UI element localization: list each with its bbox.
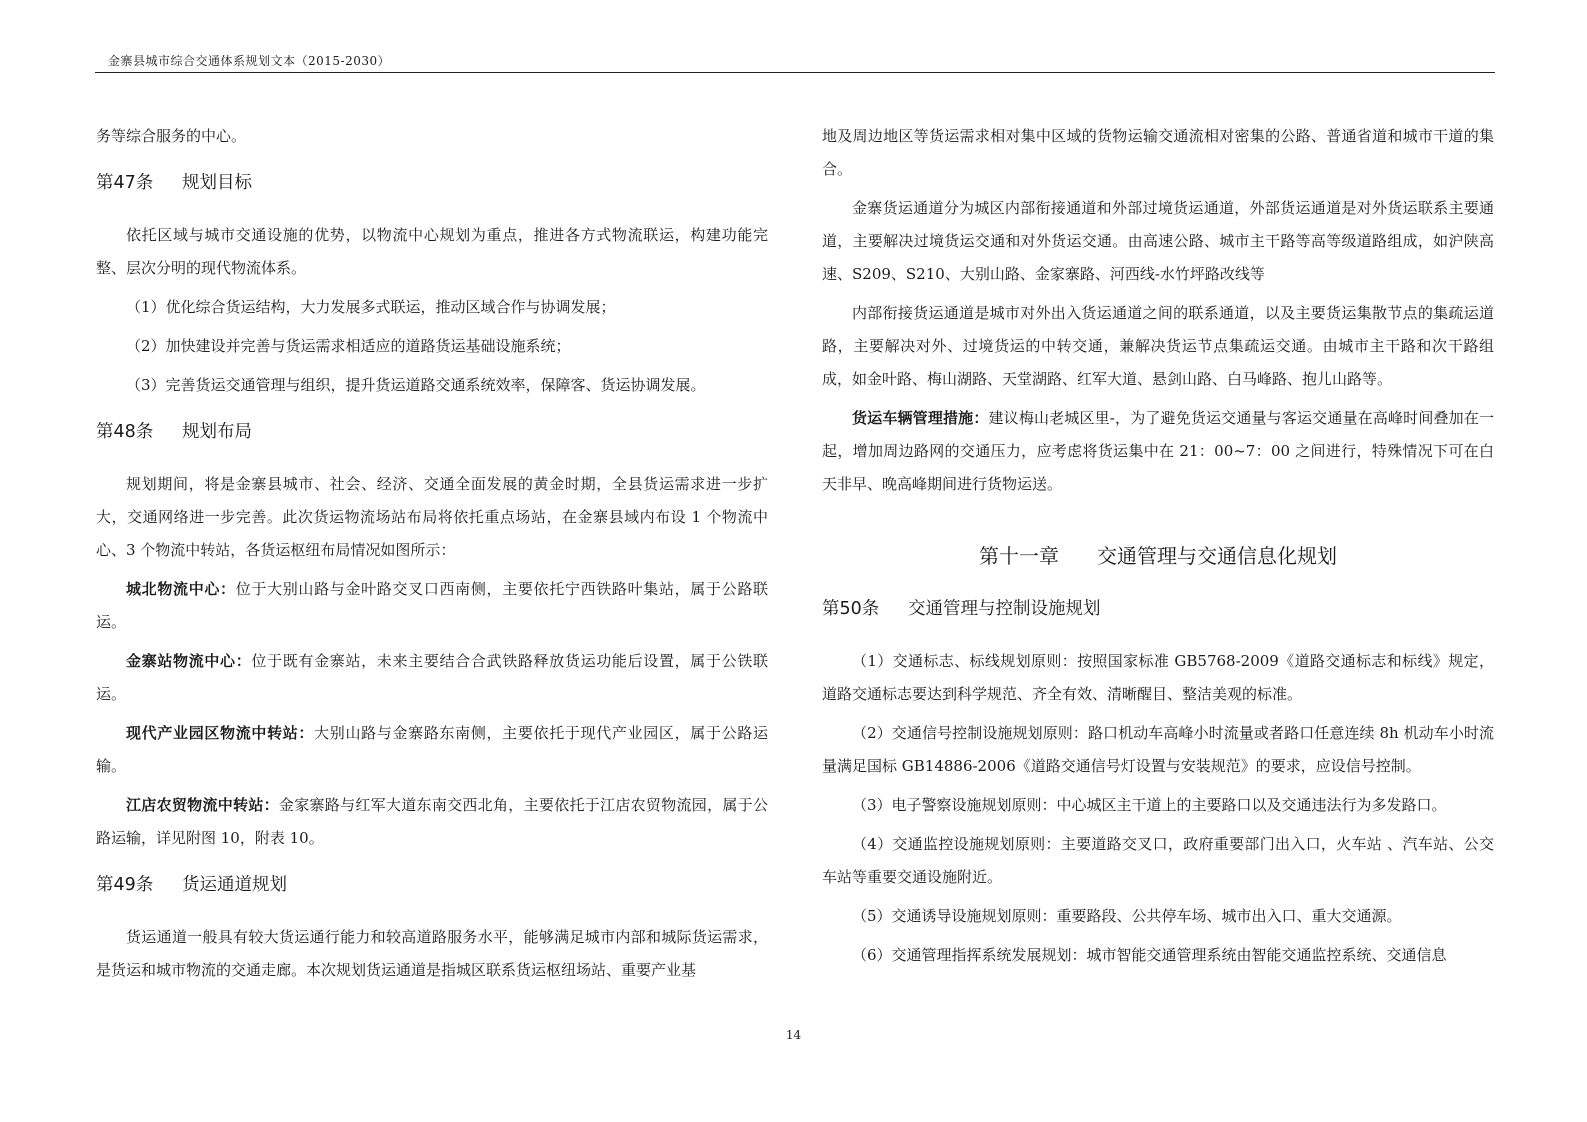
article-48-heading: [96, 418, 768, 446]
paragraph: 规划期间，将是金寨县城市、社会、经济、交通全面发展的黄金时期，全县货运需求进一步扩大，交通网络进一步完善。此次货运物流场站布局将依托重点场站，在金寨县域内布设 1 个物流中心、3 个物流中转站，各货运枢纽布局情况如图所示：: [96, 475, 768, 559]
list-item: （2）加快建设并完善与货运需求相适应的道路货运基础设施系统；: [126, 337, 571, 355]
article-number: 第49条: [96, 875, 154, 895]
right-column: [822, 120, 1494, 978]
station-item: [96, 789, 768, 855]
article-title: 规划目标: [182, 173, 252, 193]
list-item: （1）优化综合货运结构，大力发展多式联运，推动区域合作与协调发展；: [126, 298, 616, 316]
article-47-heading: [96, 169, 768, 197]
list-item: （3）电子警察设施规划原则：中心城区主干道上的主要路口以及交通违法行为多发路口。: [852, 796, 1447, 814]
station-item: [96, 717, 768, 783]
document-header-title: 金寨县城市综合交通体系规划文本（2015-2030）: [108, 54, 391, 68]
paragraph: 货运通道一般具有较大货运通行能力和较高道路服务水平，能够满足城市内部和城际货运需求，是货运和城市物流的交通走廊。本次规划货运通道是指城区联系货运枢纽场站、重要产业基: [96, 928, 768, 979]
list-item: （2）交通信号控制设施规划原则：路口机动车高峰小时流量或者路口任意连续 8h 机动车小时流量满足国标 GB14886-2006《道路交通信号灯设置与安装规范》的要求，应设信号控制。: [822, 724, 1494, 775]
article-title: 货运通道规划: [182, 875, 287, 895]
article-50-heading: [822, 595, 1494, 623]
station-text: 位于既有金寨站，未来主要结合合武铁路释放货运功能后设置，属于公铁联运。: [96, 652, 768, 703]
left-column: [96, 120, 768, 993]
article-number: 第50条: [822, 599, 880, 619]
paragraph: 地及周边地区等货运需求相对集中区域的货物运输交通流相对密集的公路、普通省道和城市干道的集合。: [822, 127, 1494, 178]
station-item: [96, 645, 768, 711]
article-title: 规划布局: [182, 422, 252, 442]
station-term: 江店农贸物流中转站：: [126, 796, 279, 814]
list-item: （3）完善货运交通管理与组织，提升货运道路交通系统效率，保障客、货运协调发展。: [126, 376, 706, 394]
station-text: 金家寨路与红军大道东南交西北角，主要依托于江店农贸物流园，属于公路运输，详见附图 10，附表 10。: [96, 796, 768, 847]
measure-term: 货运车辆管理措施：: [852, 409, 989, 427]
list-item: （1）交通标志、标线规划原则：按照国家标准 GB5768-2009《道路交通标志和标线》规定，道路交通标志要达到科学规范、齐全有效、清晰醒目、整洁美观的标准。: [822, 652, 1494, 703]
station-term: 现代产业园区物流中转站：: [126, 724, 315, 742]
chapter-number: 第十一章: [979, 544, 1059, 568]
article-title: 交通管理与控制设施规划: [908, 599, 1101, 619]
paragraph: 金寨货运通道分为城区内部衔接通道和外部过境货运通道，外部货运通道是对外货运联系主要通道，主要解决过境货运交通和对外货运交通。由高速公路、城市主干路等高等级道路组成，如沪陕高速、S209、S210、大别山路、金家寨路、河西线-水竹坪路改线等: [822, 199, 1494, 283]
paragraph: 内部衔接货运通道是城市对外出入货运通道之间的联系通道，以及主要货运集散节点的集疏运道路，主要解决对外、过境货运的中转交通，兼解决货运节点集疏运交通。由城市主干路和次干路组成，如金叶路、梅山湖路、天堂湖路、红军大道、悬剑山路、白马峰路、抱儿山路等。: [822, 304, 1494, 388]
station-text: 位于大别山路与金叶路交叉口西南侧，主要依托宁西铁路叶集站，属于公路联运。: [96, 580, 768, 631]
station-item: [96, 573, 768, 639]
chapter-heading: [822, 541, 1494, 571]
measure-text: 建议梅山老城区里-，为了避免货运交通量与客运交通量在高峰时间叠加在一起，增加周边路网的交通压力，应考虑将货运集中在 21：00~7：00 之间进行，特殊情况下可在白天非早、晚高峰期间进行货物运送。: [822, 409, 1494, 493]
article-49-heading: [96, 871, 768, 899]
page-number: 14: [785, 1028, 802, 1042]
paragraph: 务等综合服务的中心。: [96, 127, 247, 145]
paragraph: 依托区域与城市交通设施的优势，以物流中心规划为重点，推进各方式物流联运，构建功能完整、层次分明的现代物流体系。: [96, 226, 768, 277]
article-number: 第48条: [96, 422, 154, 442]
article-number: 第47条: [96, 173, 154, 193]
list-item: （6）交通管理指挥系统发展规划：城市智能交通管理系统由智能交通监控系统、交通信息: [852, 946, 1447, 964]
list-item: （4）交通监控设施规划原则：主要道路交叉口，政府重要部门出入口，火车站 、汽车站、公交车站等重要交通设施附近。: [822, 835, 1494, 886]
list-item: （5）交通诱导设施规划原则：重要路段、公共停车场、城市出入口、重大交通源。: [852, 907, 1402, 925]
paragraph: [822, 402, 1494, 501]
header-divider: [95, 72, 1495, 73]
chapter-title: 交通管理与交通信息化规划: [1097, 544, 1337, 568]
station-term: 城北物流中心：: [126, 580, 236, 598]
station-term: 金寨站物流中心：: [126, 652, 252, 670]
station-text: 大别山路与金寨路东南侧，主要依托于现代产业园区，属于公路运输。: [96, 724, 768, 775]
